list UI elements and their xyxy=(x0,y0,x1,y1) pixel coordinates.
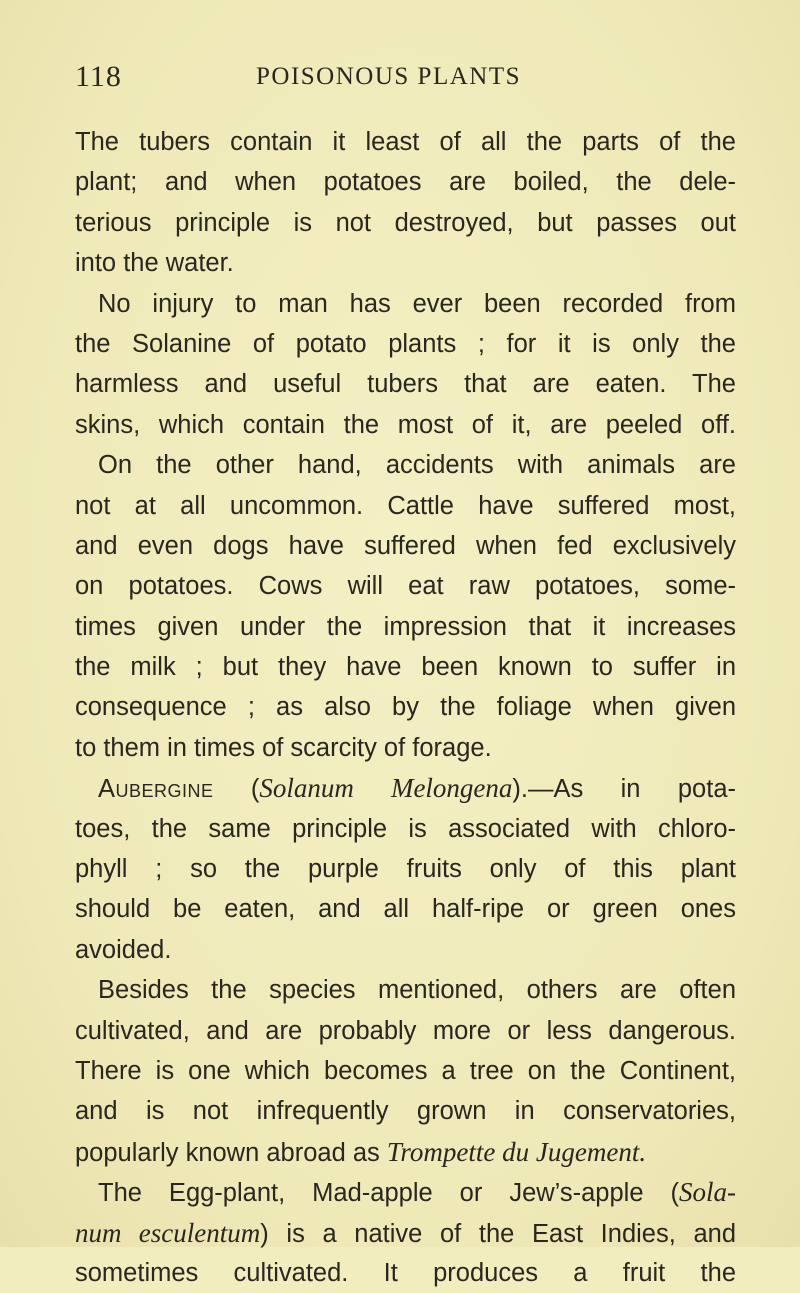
text-line: on potatoes. Cows will eat raw potatoes, some- xyxy=(75,572,736,601)
text-line: times given under the impression that it increases xyxy=(75,612,736,641)
text-line: the milk ; but they have been known to suffer in xyxy=(75,653,736,682)
text-line: There is one which becomes a tree on the Continent, xyxy=(75,1056,736,1085)
text-line: should be eaten, and all half-ripe or green ones xyxy=(75,895,736,924)
text-line: skins, which contain the most of it, are peeled off. xyxy=(75,410,736,439)
text-line: The Egg-plant, Mad-apple or Jew’s-apple (Sola- xyxy=(98,1177,736,1208)
text-line: Besides the species mentioned, others are often xyxy=(98,976,736,1005)
text-line-aubergine: Aubergine (Solanum Melongena).—As in pota- xyxy=(98,773,736,804)
running-head xyxy=(75,60,775,100)
text-line: into the water. xyxy=(75,249,234,278)
text-line: to them in times of scarcity of forage. xyxy=(75,733,492,762)
text-line: consequence ; as also by the foliage when given xyxy=(75,693,736,722)
text-line: sometimes cultivated. It produces a fruit the xyxy=(75,1258,736,1287)
running-title: POISONOUS PLANTS xyxy=(256,63,522,90)
foreign-phrase: Trompette du Jugement. xyxy=(386,1136,647,1167)
text-line: cultivated, and are probably more or less dangerous. xyxy=(75,1016,736,1045)
text-line: No injury to man has ever been recorded from xyxy=(98,289,736,318)
text-line: num esculentum) is a native of the East Indies, and xyxy=(75,1217,736,1248)
text-line: terious principle is not destroyed, but passes out xyxy=(75,208,736,237)
text-line: and is not infrequently grown in conservatories, xyxy=(75,1097,736,1126)
page-number: 118 xyxy=(75,60,122,93)
text-line: popularly known abroad as Trompette du Jugement. xyxy=(75,1136,647,1167)
latin-name: Solanum Melongena xyxy=(259,773,513,804)
text-line: and even dogs have suffered when fed exclusively xyxy=(75,531,736,560)
text-line: toes, the same principle is associated with chloro- xyxy=(75,814,736,843)
text-line: not at all uncommon. Cattle have suffered most, xyxy=(75,491,736,520)
text-line: plant; and when potatoes are boiled, the dele- xyxy=(75,168,736,197)
latin-name: num esculentum xyxy=(75,1217,261,1248)
text-line: the Solanine of potato plants ; for it is only the xyxy=(75,329,736,358)
text-line: avoided. xyxy=(75,935,172,964)
term-aubergine: Aubergine xyxy=(98,775,214,804)
text-line: harmless and useful tubers that are eaten. The xyxy=(75,370,736,399)
latin-name: Sola- xyxy=(679,1177,736,1208)
text-line: The tubers contain it least of all the parts of the xyxy=(75,128,736,156)
text-line: phyll ; so the purple fruits only of this plant xyxy=(75,855,736,884)
body-text xyxy=(75,122,736,1293)
text-line: On the other hand, accidents with animals are xyxy=(98,451,736,480)
